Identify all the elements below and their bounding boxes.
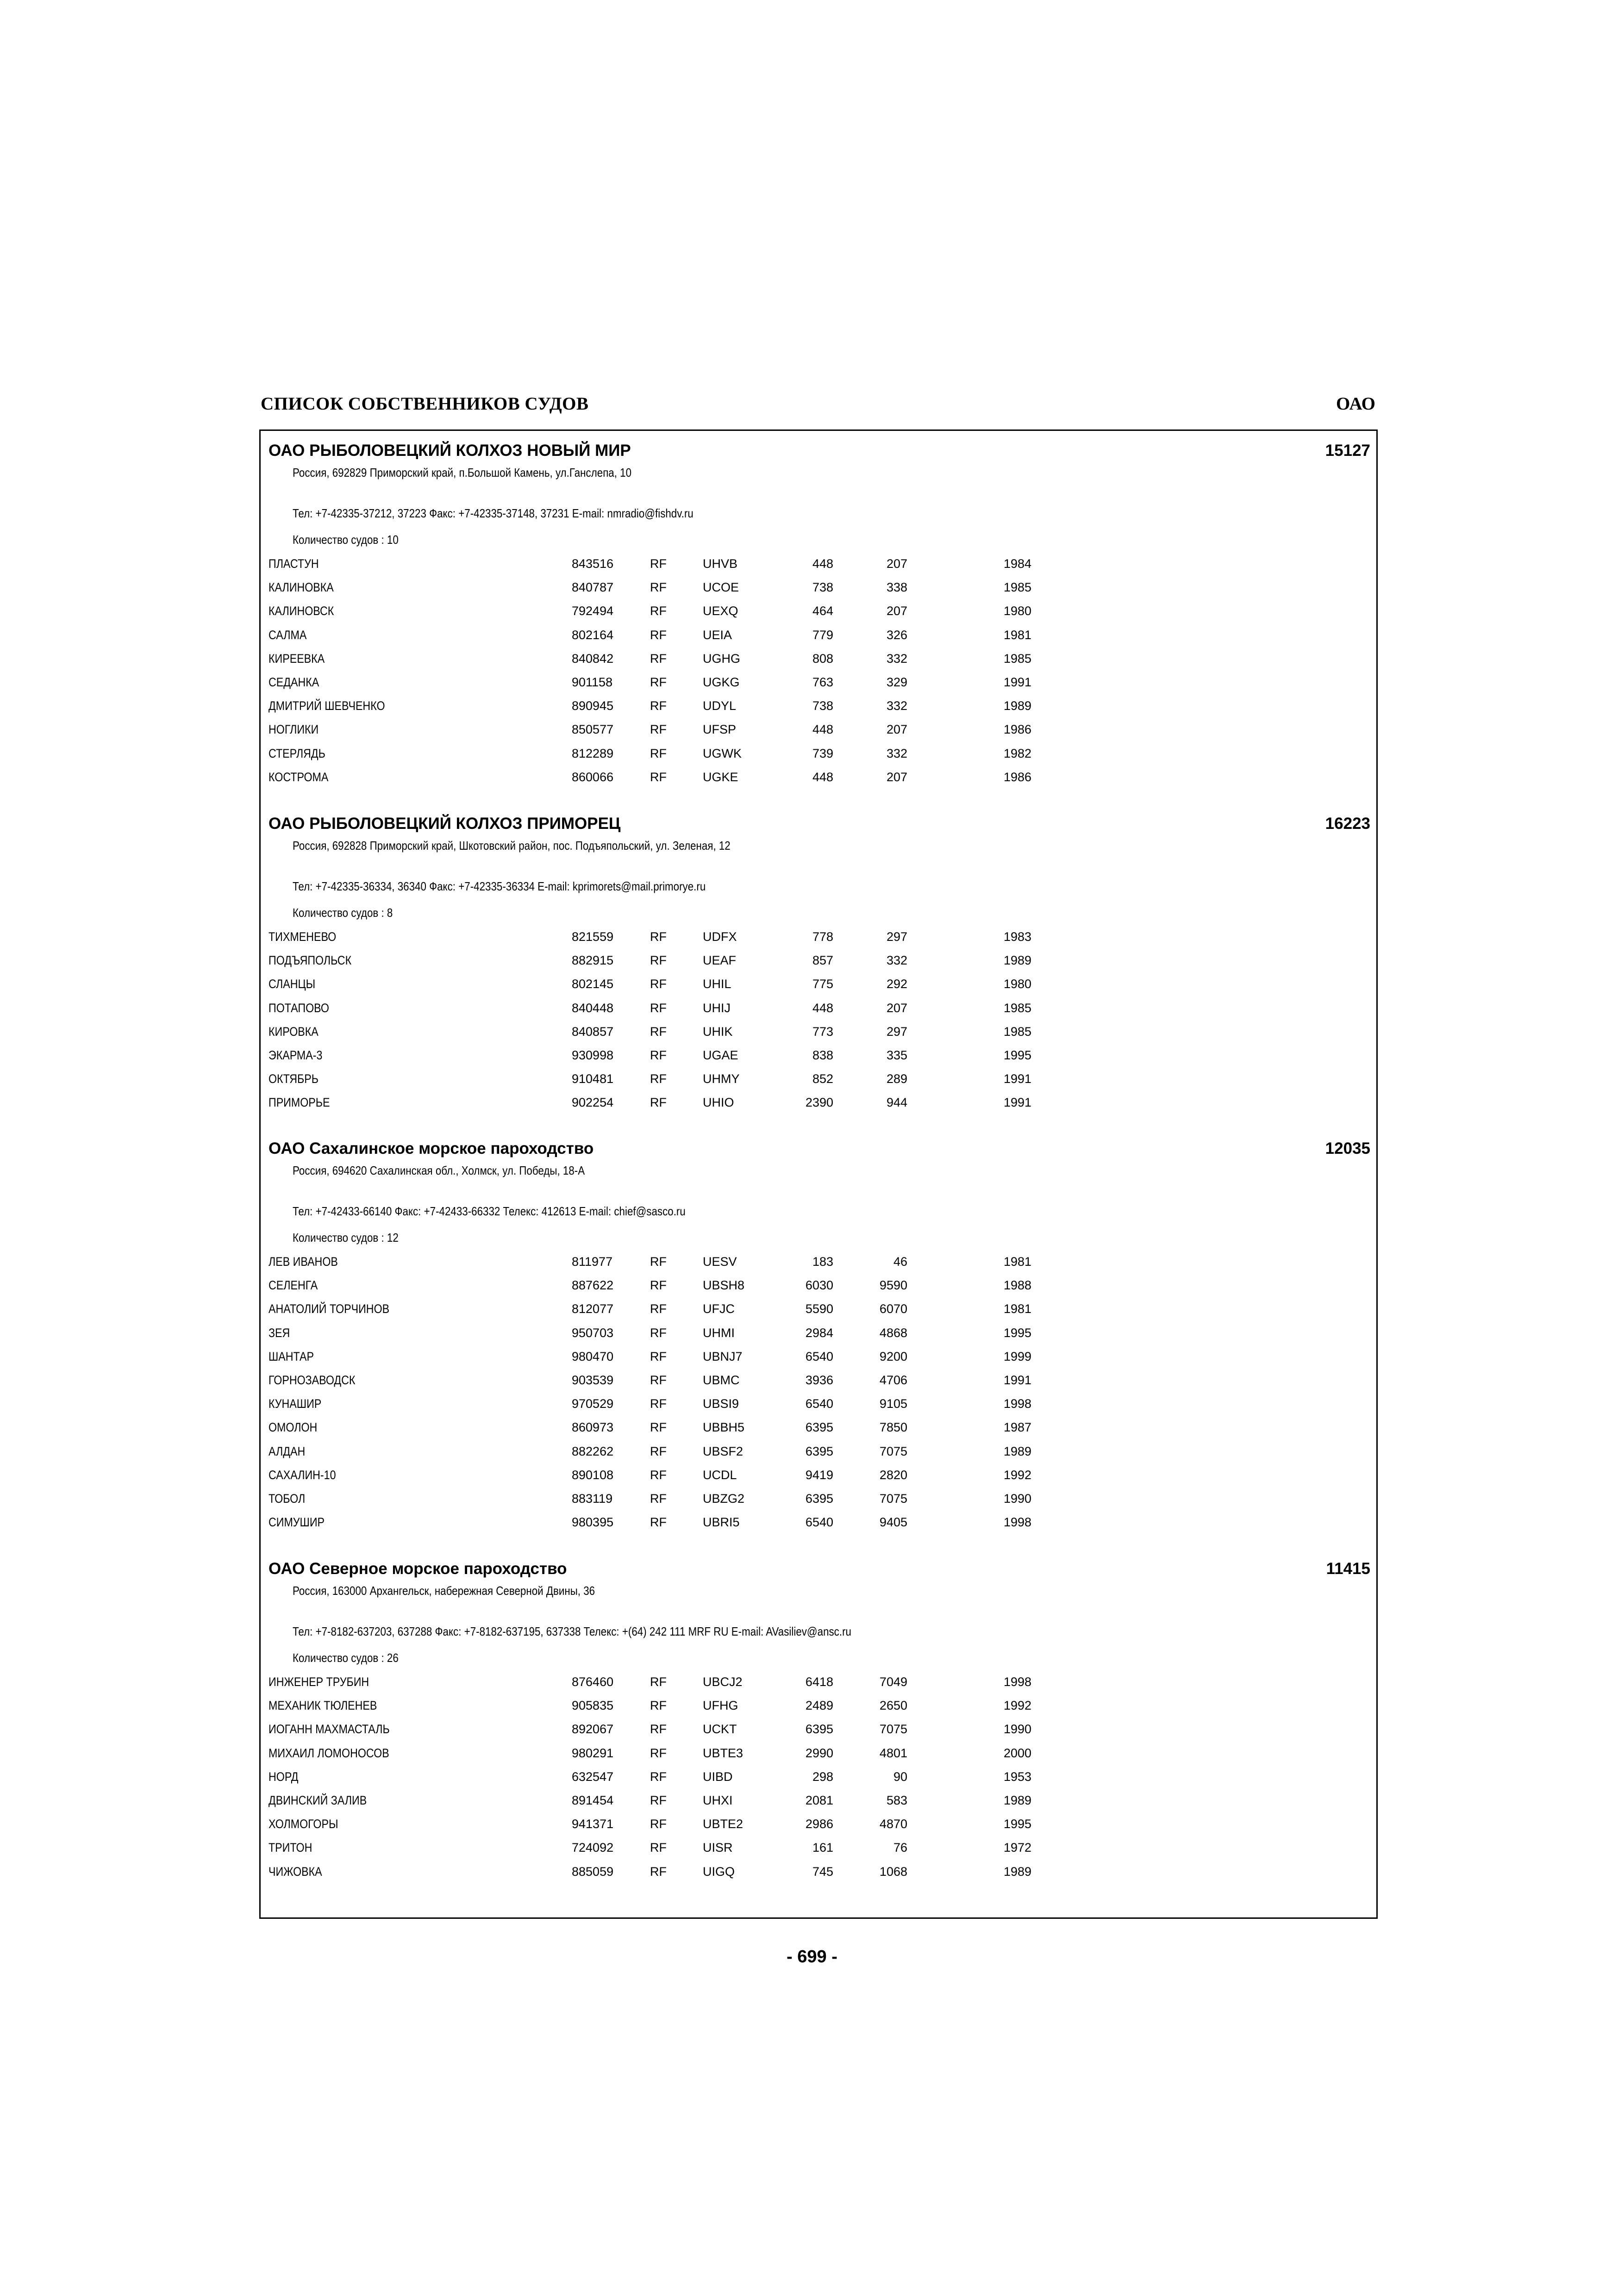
ship-number: 876460 (572, 1675, 614, 1689)
ship-deadweight: 2650 (879, 1699, 907, 1713)
company-name: ОАО РЫБОЛОВЕЦКИЙ КОЛХОЗ НОВЫЙ МИР (269, 442, 631, 460)
ship-deadweight: 1068 (879, 1864, 907, 1879)
ship-call-sign: UGKG (703, 675, 740, 689)
ship-number: 840842 (572, 651, 614, 666)
ship-name: ПЛАСТУН (269, 557, 319, 571)
ship-deadweight: 207 (886, 604, 907, 618)
ship-flag: RF (650, 1420, 667, 1435)
ship-number: 811977 (572, 1255, 613, 1269)
ship-name: ОКТЯБРЬ (269, 1072, 319, 1086)
ship-tonnage: 2984 (805, 1325, 833, 1340)
ship-build-year: 1972 (1004, 1841, 1032, 1855)
ship-name: КИРЕЕВКА (269, 651, 325, 666)
ship-call-sign: UBSF2 (703, 1444, 743, 1458)
ship-call-sign: UBCJ2 (703, 1675, 743, 1689)
ship-flag: RF (650, 1325, 667, 1340)
company-address: Россия, 692829 Приморский край, п.Большой Камень, ул.Ганслепа, 10 (293, 466, 632, 479)
ship-tonnage: 6395 (805, 1444, 833, 1458)
ship-tonnage: 9419 (805, 1468, 833, 1482)
ship-flag: RF (650, 1468, 667, 1482)
ship-tonnage: 448 (812, 722, 833, 737)
ship-flag: RF (650, 1491, 667, 1506)
ship-call-sign: UHMI (703, 1325, 735, 1340)
ship-deadweight: 335 (886, 1048, 907, 1062)
ship-deadweight: 9200 (879, 1349, 907, 1363)
ship-call-sign: UBTE2 (703, 1817, 743, 1831)
ship-number: 910481 (572, 1072, 614, 1086)
ship-tonnage: 6395 (805, 1420, 833, 1435)
ship-deadweight: 297 (886, 930, 907, 944)
ship-number: 802145 (572, 977, 614, 991)
ship-flag: RF (650, 1722, 667, 1736)
ship-flag: RF (650, 746, 667, 760)
ship-number: 883119 (572, 1491, 613, 1506)
ship-call-sign: UHIK (703, 1024, 733, 1039)
ship-number: 882262 (572, 1444, 614, 1458)
company-code: 16223 (1325, 815, 1370, 833)
ship-tonnage: 738 (812, 699, 833, 713)
ship-tonnage: 6395 (805, 1491, 833, 1506)
ship-deadweight: 329 (886, 675, 907, 689)
ship-call-sign: UHMY (703, 1072, 740, 1086)
ship-flag: RF (650, 1373, 667, 1387)
ship-flag: RF (650, 1001, 667, 1015)
page-number: - 699 - (787, 1947, 837, 1966)
ship-number: 840448 (572, 1001, 614, 1015)
ship-tonnage: 2986 (805, 1817, 833, 1831)
ship-name: ИОГАНН МАХМАСТАЛЬ (269, 1722, 390, 1736)
company-contacts: Тел: +7-42335-36334, 36340 Факс: +7-42335-36334 E-mail: kprimorets@mail.primorye.ru (293, 879, 706, 893)
ship-number: 812077 (572, 1302, 614, 1316)
company-address: Россия, 692828 Приморский край, Шкотовский район, пос. Подъяпольский, ул. Зеленая, 12 (293, 839, 731, 852)
page-header-title: СПИСОК СОБСТВЕННИКОВ СУДОВ (261, 394, 589, 414)
ship-build-year: 1981 (1004, 628, 1032, 642)
ship-tonnage: 183 (812, 1255, 833, 1269)
ship-number: 821559 (572, 930, 614, 944)
company-address: Россия, 163000 Архангельск, набережная Северной Двины, 36 (293, 1584, 595, 1598)
ship-name: КОСТРОМА (269, 770, 329, 784)
ship-deadweight: 207 (886, 770, 907, 784)
company-name: ОАО РЫБОЛОВЕЦКИЙ КОЛХОЗ ПРИМОРЕЦ (269, 815, 621, 833)
ship-flag: RF (650, 1349, 667, 1363)
ship-flag: RF (650, 977, 667, 991)
ship-deadweight: 9405 (879, 1515, 907, 1530)
ship-build-year: 1990 (1004, 1722, 1032, 1736)
ship-tonnage: 6395 (805, 1722, 833, 1736)
ship-build-year: 1981 (1004, 1302, 1032, 1316)
ship-name: МИХАИЛ ЛОМОНОСОВ (269, 1746, 389, 1760)
ship-build-year: 1989 (1004, 1864, 1032, 1879)
company-code: 12035 (1325, 1139, 1370, 1157)
ship-deadweight: 332 (886, 699, 907, 713)
ship-number: 850577 (572, 722, 614, 737)
ship-deadweight: 326 (886, 628, 907, 642)
company-contacts: Тел: +7-42335-37212, 37223 Факс: +7-42335-37148, 37231 E-mail: nmradio@fishdv.ru (293, 506, 693, 520)
ship-number: 860066 (572, 770, 614, 784)
ship-call-sign: UHIO (703, 1095, 734, 1110)
ship-call-sign: UIGQ (703, 1864, 735, 1879)
ship-name: САХАЛИН-10 (269, 1468, 336, 1482)
ship-build-year: 1986 (1004, 722, 1032, 737)
ship-deadweight: 7049 (879, 1675, 907, 1689)
ship-flag: RF (650, 1048, 667, 1062)
ship-tonnage: 739 (812, 746, 833, 760)
ship-call-sign: UBSI9 (703, 1397, 739, 1411)
company-code: 15127 (1325, 442, 1370, 460)
ship-tonnage: 464 (812, 604, 833, 618)
ship-build-year: 1992 (1004, 1699, 1032, 1713)
ship-name: СЛАНЦЫ (269, 977, 316, 991)
ship-number: 632547 (572, 1769, 614, 1784)
ship-flag: RF (650, 1444, 667, 1458)
ship-deadweight: 944 (886, 1095, 907, 1110)
page-header-section: ОАО (1336, 394, 1375, 414)
ship-call-sign: UCOE (703, 580, 739, 595)
ship-number: 802164 (572, 628, 614, 642)
ship-call-sign: UGAE (703, 1048, 738, 1062)
ship-deadweight: 46 (893, 1255, 907, 1269)
ship-deadweight: 76 (893, 1841, 907, 1855)
ship-tonnage: 763 (812, 675, 833, 689)
ship-call-sign: UGWK (703, 746, 742, 760)
ship-name: КАЛИНОВКА (269, 580, 334, 595)
ship-name: СТЕРЛЯДЬ (269, 746, 325, 760)
ship-tonnage: 6030 (805, 1278, 833, 1293)
ship-call-sign: UIBD (703, 1769, 733, 1784)
ship-build-year: 1986 (1004, 770, 1032, 784)
ship-number: 840787 (572, 580, 614, 595)
ship-call-sign: UEIA (703, 628, 732, 642)
ship-build-year: 1991 (1004, 675, 1032, 689)
ship-flag: RF (650, 930, 667, 944)
ship-number: 901158 (572, 675, 613, 689)
ship-name: СИМУШИР (269, 1515, 325, 1530)
ship-deadweight: 332 (886, 746, 907, 760)
ship-flag: RF (650, 953, 667, 968)
ship-number: 941371 (572, 1817, 614, 1831)
ship-deadweight: 4801 (879, 1746, 907, 1760)
ship-name: КАЛИНОВСК (269, 604, 334, 618)
ship-build-year: 1989 (1004, 1793, 1032, 1807)
ship-build-year: 1982 (1004, 746, 1032, 760)
ship-name: КУНАШИР (269, 1397, 322, 1411)
ship-name: ТИХМЕНЕВО (269, 930, 337, 944)
ship-build-year: 1999 (1004, 1349, 1032, 1363)
ship-flag: RF (650, 1515, 667, 1530)
ship-tonnage: 448 (812, 557, 833, 571)
ship-tonnage: 838 (812, 1048, 833, 1062)
ship-build-year: 1989 (1004, 699, 1032, 713)
ship-build-year: 1998 (1004, 1397, 1032, 1411)
ship-tonnage: 448 (812, 770, 833, 784)
ship-call-sign: UEAF (703, 953, 737, 968)
ship-build-year: 1989 (1004, 953, 1032, 968)
ship-number: 980470 (572, 1349, 614, 1363)
ship-flag: RF (650, 675, 667, 689)
ship-build-year: 1981 (1004, 1255, 1032, 1269)
ship-build-year: 1980 (1004, 977, 1032, 991)
ship-deadweight: 4870 (879, 1817, 907, 1831)
ship-tonnage: 775 (812, 977, 833, 991)
ship-build-year: 1991 (1004, 1072, 1032, 1086)
ship-call-sign: UESV (703, 1255, 737, 1269)
ship-tonnage: 857 (812, 953, 833, 968)
ship-build-year: 2000 (1004, 1746, 1032, 1760)
ship-call-sign: UBNJ7 (703, 1349, 743, 1363)
ship-deadweight: 2820 (879, 1468, 907, 1482)
ship-call-sign: UHXI (703, 1793, 733, 1807)
ship-deadweight: 7075 (879, 1722, 907, 1736)
ship-count: Количество судов : 12 (293, 1231, 399, 1244)
ship-deadweight: 4706 (879, 1373, 907, 1387)
ship-name: ТОБОЛ (269, 1491, 306, 1506)
ship-deadweight: 289 (886, 1072, 907, 1086)
ship-number: 950703 (572, 1325, 614, 1340)
ship-flag: RF (650, 1864, 667, 1879)
ship-call-sign: UBBH5 (703, 1420, 745, 1435)
ship-count: Количество судов : 8 (293, 906, 393, 920)
ship-call-sign: UBSH8 (703, 1278, 745, 1293)
ship-build-year: 1991 (1004, 1373, 1032, 1387)
ship-build-year: 1995 (1004, 1325, 1032, 1340)
ship-flag: RF (650, 1072, 667, 1086)
ship-tonnage: 6540 (805, 1515, 833, 1530)
ship-name: ЭКАРМА-3 (269, 1048, 323, 1062)
ship-number: 902254 (572, 1095, 614, 1110)
ship-name: АНАТОЛИЙ ТОРЧИНОВ (269, 1302, 390, 1316)
ship-number: 812289 (572, 746, 614, 760)
ship-call-sign: UFHG (703, 1699, 738, 1713)
ship-flag: RF (650, 1841, 667, 1855)
ship-flag: RF (650, 580, 667, 595)
company-contacts: Тел: +7-8182-637203, 637288 Факс: +7-8182-637195, 637338 Телекс: +(64) 242 111 MRF RU E-mail: AVasiliev@ansc.ru (293, 1624, 851, 1638)
ship-build-year: 1953 (1004, 1769, 1032, 1784)
ship-deadweight: 292 (886, 977, 907, 991)
ship-name: ЧИЖОВКА (269, 1864, 322, 1879)
ship-flag: RF (650, 1024, 667, 1039)
ship-flag: RF (650, 1675, 667, 1689)
ship-number: 887622 (572, 1278, 614, 1293)
ship-deadweight: 297 (886, 1024, 907, 1039)
ship-number: 840857 (572, 1024, 614, 1039)
ship-call-sign: UBMC (703, 1373, 740, 1387)
ship-flag: RF (650, 651, 667, 666)
ship-deadweight: 207 (886, 557, 907, 571)
ship-name: НОРД (269, 1769, 299, 1784)
ship-number: 892067 (572, 1722, 614, 1736)
ship-number: 930998 (572, 1048, 614, 1062)
ship-flag: RF (650, 699, 667, 713)
ship-tonnage: 2081 (805, 1793, 833, 1807)
ship-call-sign: UDFX (703, 930, 737, 944)
ship-build-year: 1988 (1004, 1278, 1032, 1293)
ship-deadweight: 207 (886, 722, 907, 737)
ship-deadweight: 4868 (879, 1325, 907, 1340)
ship-call-sign: UEXQ (703, 604, 738, 618)
ship-build-year: 1989 (1004, 1444, 1032, 1458)
ship-number: 724092 (572, 1841, 614, 1855)
ship-name: ТРИТОН (269, 1841, 312, 1855)
ship-name: ПРИМОРЬЕ (269, 1095, 330, 1110)
ship-name: СЕДАНКА (269, 675, 319, 689)
ship-build-year: 1998 (1004, 1515, 1032, 1530)
ship-name: ЛЕВ ИВАНОВ (269, 1255, 338, 1269)
ship-flag: RF (650, 770, 667, 784)
ship-build-year: 1980 (1004, 604, 1032, 618)
ship-build-year: 1985 (1004, 1001, 1032, 1015)
ship-flag: RF (650, 1769, 667, 1784)
ship-number: 905835 (572, 1699, 614, 1713)
ship-build-year: 1983 (1004, 930, 1032, 944)
ship-call-sign: UCKT (703, 1722, 737, 1736)
ship-call-sign: UBTE3 (703, 1746, 743, 1760)
company-name: ОАО Сахалинское морское пароходство (269, 1139, 594, 1157)
ship-tonnage: 773 (812, 1024, 833, 1039)
ship-call-sign: UHIJ (703, 1001, 731, 1015)
ship-count: Количество судов : 10 (293, 533, 399, 547)
ship-build-year: 1991 (1004, 1095, 1032, 1110)
ship-deadweight: 332 (886, 953, 907, 968)
ship-name: ШАНТАР (269, 1349, 314, 1363)
ship-build-year: 1985 (1004, 651, 1032, 666)
ship-tonnage: 298 (812, 1769, 833, 1784)
ship-tonnage: 738 (812, 580, 833, 595)
ship-number: 792494 (572, 604, 614, 618)
ship-number: 860973 (572, 1420, 614, 1435)
ship-build-year: 1987 (1004, 1420, 1032, 1435)
ship-number: 890945 (572, 699, 614, 713)
ship-number: 980395 (572, 1515, 614, 1530)
ship-deadweight: 7075 (879, 1444, 907, 1458)
ship-build-year: 1995 (1004, 1817, 1032, 1831)
ship-name: ДВИНСКИЙ ЗАЛИВ (269, 1793, 367, 1807)
ship-tonnage: 6418 (805, 1675, 833, 1689)
ship-deadweight: 9105 (879, 1397, 907, 1411)
ship-deadweight: 207 (886, 1001, 907, 1015)
ship-flag: RF (650, 722, 667, 737)
ship-name: СЕЛЕНГА (269, 1278, 318, 1293)
ship-call-sign: UGKE (703, 770, 738, 784)
ship-name: ХОЛМОГОРЫ (269, 1817, 338, 1831)
ship-tonnage: 778 (812, 930, 833, 944)
ship-number: 885059 (572, 1864, 614, 1879)
ship-flag: RF (650, 604, 667, 618)
ship-number: 970529 (572, 1397, 614, 1411)
ship-tonnage: 448 (812, 1001, 833, 1015)
company-name: ОАО Северное морское пароходство (269, 1560, 567, 1578)
ship-tonnage: 6540 (805, 1397, 833, 1411)
ship-flag: RF (650, 557, 667, 571)
ship-call-sign: UFJC (703, 1302, 735, 1316)
ship-call-sign: UFSP (703, 722, 737, 737)
ship-count: Количество судов : 26 (293, 1651, 399, 1665)
ship-flag: RF (650, 628, 667, 642)
ship-name: ПОДЪЯПОЛЬСК (269, 953, 352, 968)
ship-number: 890108 (572, 1468, 614, 1482)
ship-name: ДМИТРИЙ ШЕВЧЕНКО (269, 699, 385, 713)
ship-tonnage: 6540 (805, 1349, 833, 1363)
ship-number: 882915 (572, 953, 614, 968)
ship-deadweight: 338 (886, 580, 907, 595)
ship-number: 980291 (572, 1746, 614, 1760)
company-contacts: Тел: +7-42433-66140 Факс: +7-42433-66332 Телекс: 412613 E-mail: chief@sasco.ru (293, 1204, 686, 1218)
ship-call-sign: UHVB (703, 557, 738, 571)
ship-tonnage: 3936 (805, 1373, 833, 1387)
ship-name: НОГЛИКИ (269, 722, 319, 737)
ship-name: ЗЕЯ (269, 1325, 290, 1340)
ship-number: 891454 (572, 1793, 614, 1807)
ship-flag: RF (650, 1302, 667, 1316)
ship-name: ОМОЛОН (269, 1420, 318, 1435)
ship-tonnage: 2390 (805, 1095, 833, 1110)
ship-number: 903539 (572, 1373, 614, 1387)
ship-deadweight: 332 (886, 651, 907, 666)
ship-build-year: 1985 (1004, 580, 1032, 595)
company-code: 11415 (1326, 1560, 1370, 1578)
ship-call-sign: UBZG2 (703, 1491, 745, 1506)
ship-number: 843516 (572, 557, 614, 571)
ship-name: ИНЖЕНЕР ТРУБИН (269, 1675, 369, 1689)
ship-call-sign: UBRI5 (703, 1515, 740, 1530)
ship-name: МЕХАНИК ТЮЛЕНЕВ (269, 1699, 377, 1713)
ship-flag: RF (650, 1095, 667, 1110)
ship-deadweight: 90 (893, 1769, 907, 1784)
ship-flag: RF (650, 1397, 667, 1411)
ship-tonnage: 2990 (805, 1746, 833, 1760)
company-address: Россия, 694620 Сахалинская обл., Холмск, ул. Победы, 18-А (293, 1164, 585, 1177)
ship-deadweight: 6070 (879, 1302, 907, 1316)
ship-deadweight: 7850 (879, 1420, 907, 1435)
ship-call-sign: UDYL (703, 699, 737, 713)
ship-tonnage: 779 (812, 628, 833, 642)
ship-deadweight: 583 (886, 1793, 907, 1807)
ship-tonnage: 161 (812, 1841, 833, 1855)
ship-build-year: 1995 (1004, 1048, 1032, 1062)
ship-call-sign: UISR (703, 1841, 733, 1855)
ship-build-year: 1990 (1004, 1491, 1032, 1506)
ship-tonnage: 745 (812, 1864, 833, 1879)
ship-deadweight: 9590 (879, 1278, 907, 1293)
ship-name: ГОРНОЗАВОДСК (269, 1373, 356, 1387)
ship-name: АЛДАН (269, 1444, 306, 1458)
ship-call-sign: UHIL (703, 977, 731, 991)
ship-build-year: 1998 (1004, 1675, 1032, 1689)
ship-tonnage: 2489 (805, 1699, 833, 1713)
ship-flag: RF (650, 1817, 667, 1831)
ship-flag: RF (650, 1746, 667, 1760)
ship-tonnage: 808 (812, 651, 833, 666)
ship-name: ПОТАПОВО (269, 1001, 329, 1015)
ship-deadweight: 7075 (879, 1491, 907, 1506)
ship-flag: RF (650, 1278, 667, 1293)
ship-flag: RF (650, 1699, 667, 1713)
ship-flag: RF (650, 1793, 667, 1807)
ship-build-year: 1992 (1004, 1468, 1032, 1482)
ship-tonnage: 852 (812, 1072, 833, 1086)
ship-tonnage: 5590 (805, 1302, 833, 1316)
ship-name: САЛМА (269, 628, 307, 642)
ship-call-sign: UCDL (703, 1468, 737, 1482)
ship-build-year: 1985 (1004, 1024, 1032, 1039)
ship-name: КИРОВКА (269, 1024, 319, 1039)
ship-flag: RF (650, 1255, 667, 1269)
ship-call-sign: UGHG (703, 651, 740, 666)
ship-build-year: 1984 (1004, 557, 1032, 571)
